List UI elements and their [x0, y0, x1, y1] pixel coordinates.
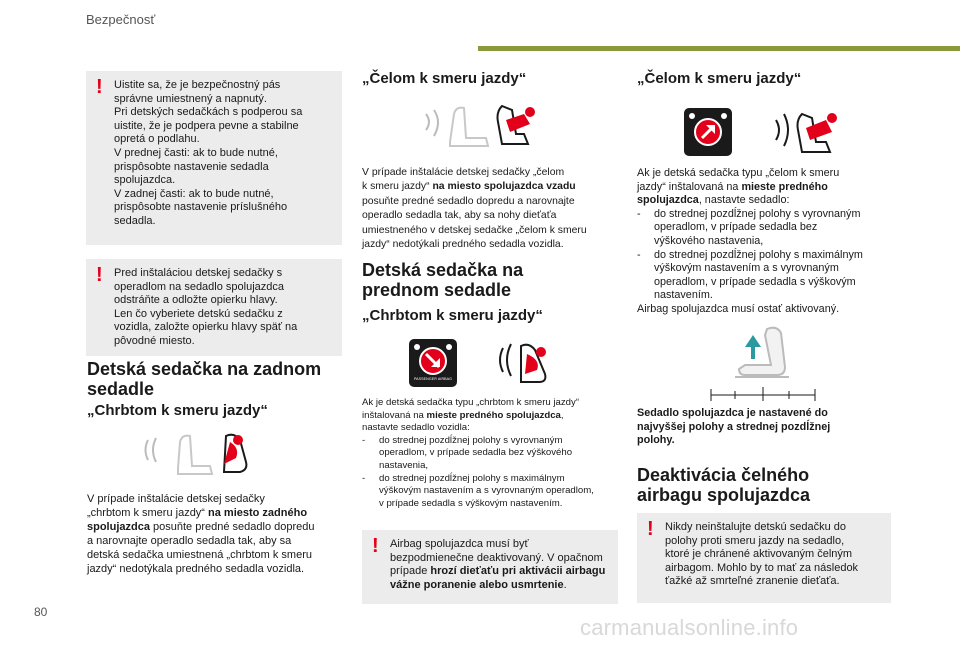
- warning-text-line: ktoré je chránené aktivovaným čelným: [665, 548, 853, 561]
- text-line: do strednej pozdĺžnej polohy s vyrovnaným: [379, 434, 563, 446]
- subheading-rear-facing-front: „Chrbtom k smeru jazdy“: [362, 307, 543, 324]
- rear-facing-seat-illustration: [140, 428, 270, 478]
- warning-text-line: vozidla, založte opierku hlavy späť na: [114, 321, 298, 334]
- text-run: prípade: [390, 565, 431, 578]
- bullet-dash: -: [362, 472, 366, 484]
- header-accent-bar: [478, 46, 960, 51]
- warning-text-line: správne umiestnený a napnutý.: [114, 92, 267, 105]
- warning-text-line: sedadla.: [114, 214, 156, 227]
- warning-box-never-install: [637, 513, 891, 603]
- text-run-bold: vážne poranenie alebo usmrtenie: [390, 578, 564, 591]
- heading-line: Deaktivácia čelného: [637, 465, 810, 485]
- text-run: „chrbtom k smeru jazdy“: [87, 507, 209, 519]
- text-line: jazdy“ nedotýkala predného sedadla vozidla.: [87, 563, 305, 575]
- text-line: [637, 194, 897, 208]
- warning-text-line: V zadnej časti: ak to bude nutné,: [114, 187, 274, 200]
- warning-text-line: Pred inštaláciou detskej sedačky s: [114, 267, 283, 279]
- text-line: polohy.: [637, 434, 675, 447]
- warning-exclamation-icon: !: [96, 264, 103, 286]
- text-line: Airbag spolujazdca musí ostať aktivovaný.: [637, 302, 840, 315]
- text-line: jazdy“ nedotýkali predného sedadla vozidla.: [362, 239, 564, 251]
- warning-box-headrest: [86, 259, 342, 356]
- text-line: výškového nastavenia,: [654, 234, 764, 247]
- text-run: .: [563, 578, 567, 591]
- seat-position-illustration: [705, 323, 825, 401]
- warning-exclamation-icon: !: [372, 535, 379, 557]
- bullet-dash: -: [362, 434, 366, 446]
- warning-text-line: polohy proti smeru jazdy na sedadlo,: [665, 534, 845, 547]
- heading-rear-seat: [87, 359, 347, 399]
- warning-text-line: prispôsobte nastavenie príslušného: [114, 201, 288, 214]
- text-line: do strednej pozdĺžnej polohy s maximálnym: [379, 472, 565, 484]
- rear-facing-front-seat-illustration: [497, 340, 561, 386]
- text-line: operadlo sedadla tak, aby sa nohy dieťaťa: [362, 210, 557, 222]
- text-line: [362, 410, 624, 423]
- text-run-bold: na miesto spolujazdca vzadu: [432, 181, 576, 193]
- warning-text-line: uistite, že je podpera pevne a stabilne: [114, 119, 299, 132]
- text-run-bold: mieste predného: [741, 180, 828, 193]
- text-line: [362, 180, 622, 194]
- warning-text-line: ťažké až smrteľné zranenie dieťaťa.: [665, 575, 840, 588]
- text-line: v prípade sedadla s výškovým nastavením.: [379, 497, 563, 509]
- heading-forward-facing-rear: „Čelom k smeru jazdy“: [362, 70, 527, 87]
- text-line: posuňte predné sedadlo dopredu a narovnajte: [362, 195, 575, 207]
- text-run-bold: hrozí dieťaťu pri aktivácii airbagu: [430, 565, 606, 578]
- heading-line: prednom sedadle: [362, 280, 512, 300]
- text-line: výškovým nastavením a s vyrovnaným operadlom,: [379, 485, 594, 497]
- warning-text-line: operadlom na sedadlo spolujazdca: [114, 280, 285, 293]
- text-run: inštalovaná na: [362, 409, 427, 421]
- forward-facing-rear-paragraph: [362, 166, 622, 252]
- bullet-item: [637, 249, 897, 303]
- heading-airbag-deactivation: [637, 465, 897, 505]
- heading-front-seat: [362, 260, 622, 300]
- seat-position-caption: [637, 407, 897, 448]
- text-line: V prípade inštalácie detskej sedačky „čelom: [362, 167, 565, 178]
- text-run-bold: mieste predného spolujazdca: [426, 409, 561, 421]
- warning-text-line: odstráňte a odložte opierku hlavy.: [114, 294, 278, 307]
- warning-exclamation-icon: !: [96, 76, 103, 98]
- text-line: nastavte sedadlo vozidla:: [362, 422, 470, 434]
- text-line: nastavenia,: [379, 459, 429, 471]
- text-line: Sedadlo spolujazdca je nastavené do: [637, 407, 828, 419]
- warning-text-line: Nikdy neinštalujte detskú sedačku do: [665, 521, 846, 533]
- warning-text-line: Pri detských sedačkách s podperou sa: [114, 106, 303, 119]
- subheading-rear-facing: „Chrbtom k smeru jazdy“: [87, 402, 268, 419]
- forward-facing-front-paragraph: [637, 167, 897, 317]
- warning-text-line: airbagom. Mohlo by to mať za následok: [665, 561, 859, 574]
- text-line: [87, 506, 347, 520]
- text-line: [87, 520, 347, 534]
- warning-box-seatbelt: [86, 71, 342, 245]
- text-run-bold: spolujazdca: [637, 194, 699, 207]
- warning-text-line: spolujazdca.: [114, 174, 176, 187]
- text-run: jazdy“ inštalovaná na: [637, 180, 742, 193]
- rear-facing-rear-paragraph: [87, 492, 347, 576]
- bullet-item: [637, 208, 897, 249]
- warning-text-line: V prednej časti: ak to bude nutné,: [114, 146, 278, 159]
- text-line: Ak je detská sedačka typu „chrbtom k smeru jazdy“: [362, 397, 580, 408]
- text-run: k smeru jazdy“: [362, 181, 433, 193]
- warning-text-line: Airbag spolujazdca musí byť: [390, 538, 529, 550]
- bullet-dash: -: [637, 248, 641, 261]
- airbag-on-label-icon: [684, 108, 732, 156]
- rear-facing-front-paragraph: [362, 397, 624, 510]
- warning-exclamation-icon: !: [647, 518, 654, 540]
- forward-facing-front-seat-illustration: [772, 106, 844, 156]
- warning-text-line: opretá o podlahu.: [114, 133, 200, 146]
- text-line: operadlom, v prípade sedadla bez: [654, 221, 818, 234]
- bullet-item: [362, 435, 624, 473]
- warning-text-line: [390, 579, 608, 593]
- heading-line: airbagu spolujazdca: [637, 485, 811, 505]
- heading-line: sedadle: [87, 379, 155, 399]
- airbag-off-label-icon: [409, 339, 457, 387]
- text-line: nastavením.: [654, 289, 713, 302]
- text-line: operadlom, v prípade sedadla bez výškového: [379, 447, 573, 459]
- warning-text-line: Len čo vyberiete detskú sedačku z: [114, 307, 283, 320]
- text-line: [637, 181, 897, 195]
- text-line: najvyššej polohy a strednej pozdĺžnej: [637, 420, 831, 433]
- warning-box-airbag-deactivate: [362, 530, 618, 604]
- heading-line: Detská sedačka na: [362, 260, 524, 280]
- page-number: 80: [34, 605, 48, 619]
- heading-forward-facing-front: „Čelom k smeru jazdy“: [637, 70, 802, 87]
- text-run-bold: na miesto zadného: [208, 507, 308, 519]
- bullet-item: [362, 473, 624, 511]
- warning-text-line: [390, 565, 608, 579]
- warning-text-line: Uistite sa, že je bezpečnostný pás: [114, 79, 281, 91]
- text-line: V prípade inštalácie detskej sedačky: [87, 493, 265, 505]
- bullet-dash: -: [637, 207, 641, 220]
- warning-text-line: bezpodmienečne deaktivovaný. V opačnom: [390, 551, 603, 564]
- warning-text-line: prispôsobte nastavenie sedadla: [114, 160, 269, 173]
- text-line: výškovým nastavením a s vyrovnaným: [654, 262, 839, 275]
- text-run: , nastavte sedadlo:: [698, 194, 790, 207]
- text-line: Ak je detská sedačka typu „čelom k smeru: [637, 167, 840, 179]
- text-line: do strednej pozdĺžnej polohy s maximálnym: [654, 248, 863, 261]
- forward-facing-rear-seat-illustration: [420, 100, 550, 150]
- text-line: do strednej pozdĺžnej polohy s vyrovnaným: [654, 207, 861, 220]
- section-label: Bezpečnosť: [86, 12, 156, 27]
- airbag-label-text: PASSENGER AIRBAG: [413, 377, 453, 381]
- watermark: carmanualsonline.info: [580, 615, 799, 640]
- text-line: a narovnajte operadlo sedadla tak, aby sa: [87, 535, 292, 547]
- text-line: detská sedačka umiestnená „chrbtom k smeru: [87, 549, 312, 561]
- text-line: umiestneného v detskej sedačke „čelom k smeru: [362, 224, 587, 236]
- heading-line: Detská sedačka na zadnom: [87, 359, 322, 379]
- text-line: operadlom, v prípade sedadla s výškovým: [654, 275, 856, 288]
- warning-text-line: pôvodné miesto.: [114, 334, 195, 347]
- text-run: ,: [560, 409, 564, 421]
- text-run: posuňte predné sedadlo dopredu: [149, 521, 315, 533]
- text-run-bold: spolujazdca: [87, 521, 150, 533]
